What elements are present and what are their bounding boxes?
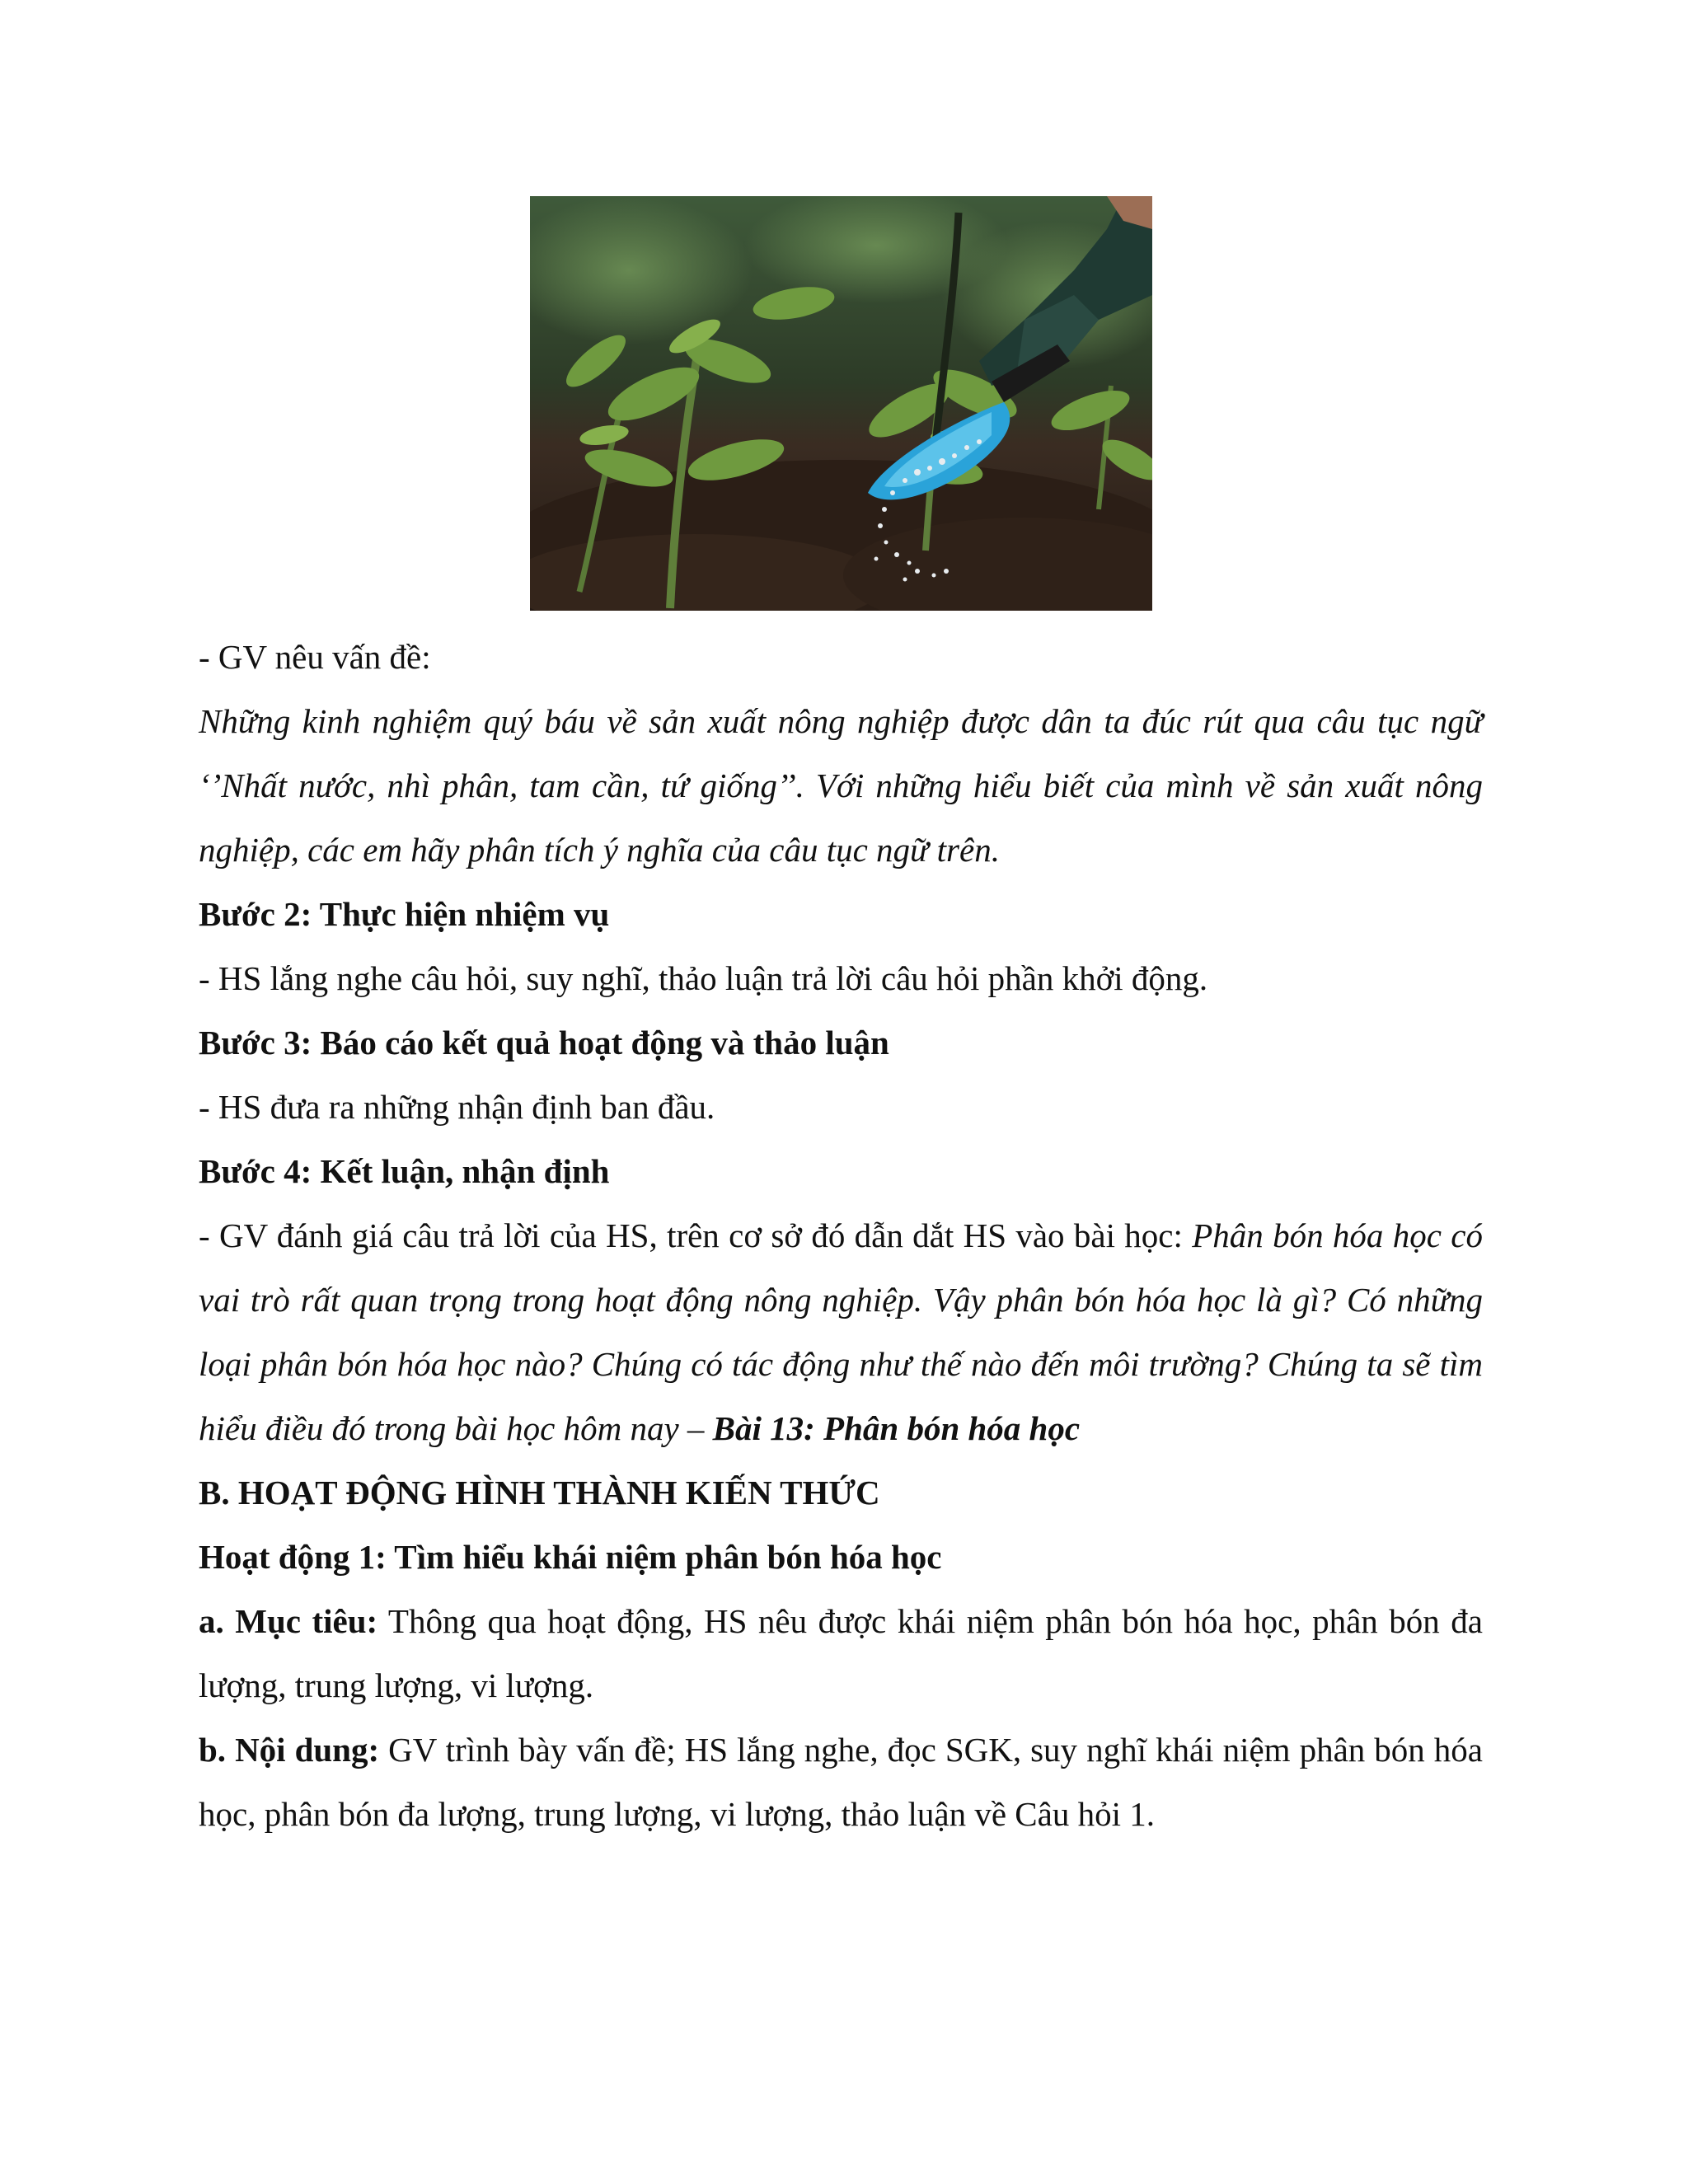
step4-heading: Bước 4: Kết luận, nhận định xyxy=(199,1152,610,1190)
gv-question: Những kinh nghiệm quý báu về sản xuất nông nghiệp được dân ta đúc rút qua câu tục ngữ ‘’Nhất nước, nhì phân, tam cần, tứ giống’’. Với những hiểu biết của mình về sản xuất nông nghiệp, các em hãy phân tích ý nghĩa của câu tục ngữ trên. xyxy=(199,702,1483,869)
content-text: GV trình bày vấn đề; HS lắng nghe, đọc SGK, suy nghĩ khái niệm phân bón hóa học, phân bón đa lượng, trung lượng, vi lượng, thảo luận về Câu hỏi 1. xyxy=(199,1731,1483,1833)
step4-text-lead: - GV đánh giá câu trả lời của HS, trên cơ sở đó dẫn dắt HS vào bài học: xyxy=(199,1216,1193,1254)
activity1-heading: Hoạt động 1: Tìm hiểu khái niệm phân bón hóa học xyxy=(199,1538,942,1576)
photo-illustration xyxy=(530,196,1152,611)
step3-heading: Bước 3: Báo cáo kết quả hoạt động và thảo luận xyxy=(199,1024,889,1062)
gv-intro: - GV nêu vấn đề: xyxy=(199,638,431,676)
step2-text: - HS lắng nghe câu hỏi, suy nghĩ, thảo luận trả lời câu hỏi phần khởi động. xyxy=(199,959,1208,997)
goal-paragraph xyxy=(199,1589,1483,1718)
content-paragraph xyxy=(199,1718,1483,1846)
section-b-heading: B. HOẠT ĐỘNG HÌNH THÀNH KIẾN THỨC xyxy=(199,1474,880,1511)
step4-paragraph xyxy=(199,1203,1483,1460)
document-text xyxy=(199,625,1483,1846)
lesson-title: Bài 13: Phân bón hóa học xyxy=(712,1409,1081,1447)
step4-text-italic: Phân bón hóa học có vai trò rất quan trọng trong hoạt động nông nghiệp. Vậy phân bón hóa học là gì? Có những loại phân bón hóa học nào? Chúng có tác động như thế nào đến môi trường? Chúng ta sẽ tìm hiểu điều đó trong bài học hôm nay – xyxy=(199,1216,1483,1447)
fertilizing-plant-photo xyxy=(530,196,1152,611)
goal-text: Thông qua hoạt động, HS nêu được khái niệm phân bón hóa học, phân bón đa lượng, trung lượng, vi lượng. xyxy=(199,1602,1483,1704)
step2-heading: Bước 2: Thực hiện nhiệm vụ xyxy=(199,895,610,933)
goal-label: a. Mục tiêu: xyxy=(199,1602,378,1640)
step3-text: - HS đưa ra những nhận định ban đầu. xyxy=(199,1088,715,1126)
content-label: b. Nội dung: xyxy=(199,1731,380,1769)
